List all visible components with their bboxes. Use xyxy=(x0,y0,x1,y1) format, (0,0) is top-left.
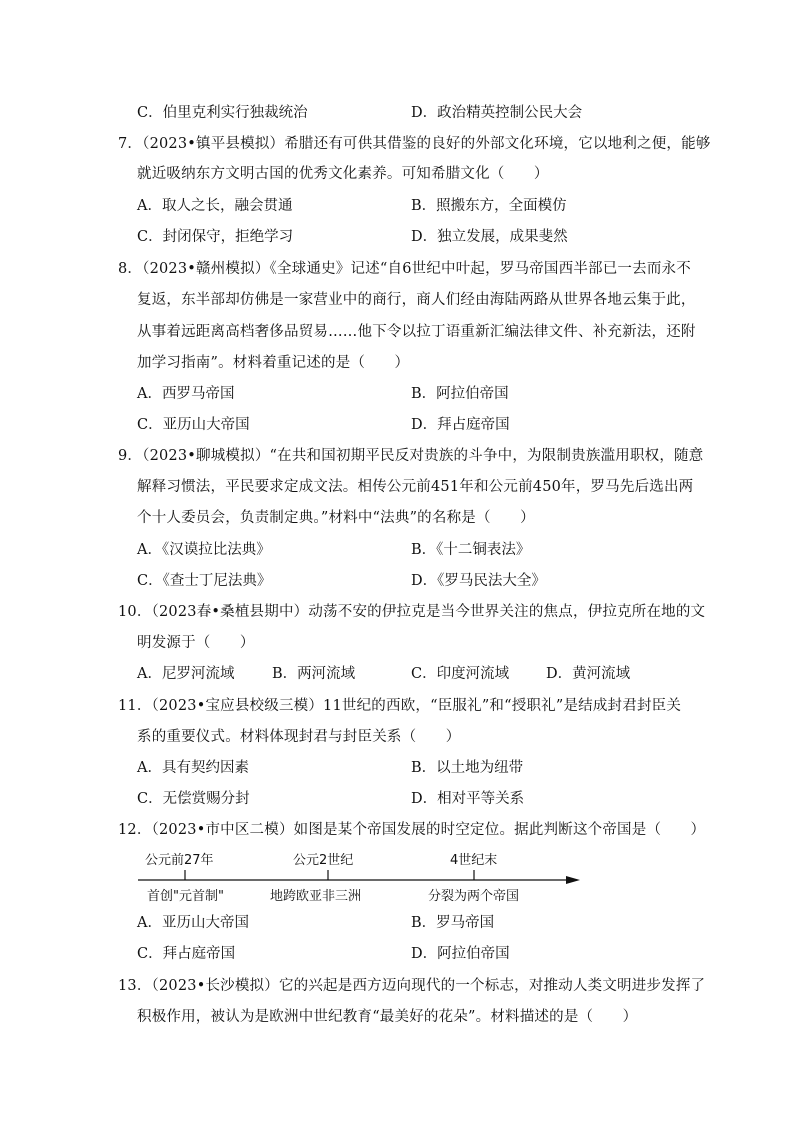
q13-stem-line-2: 积极作用，被认为是欧洲中世纪教育“最美好的花朵”。材料描述的是（ ） xyxy=(137,1009,638,1025)
arrow-head-icon xyxy=(566,876,580,884)
q13-stem-line-1: 13．（2023•长沙模拟）它的兴起是西方迈向现代的一个标志，对推动人类文明进步发挥了 xyxy=(118,978,706,994)
q7-option-d[interactable]: D．独立发展，成果斐然 xyxy=(411,229,568,245)
q9-option-a[interactable]: A．《汉谟拉比法典》 xyxy=(137,542,271,558)
q9-option-b[interactable]: B．《十二铜表法》 xyxy=(411,542,531,558)
timeline-top-label-3: 4世纪末 xyxy=(450,853,498,868)
q12-option-b[interactable]: B．罗马帝国 xyxy=(411,915,495,931)
q8-option-a[interactable]: A．西罗马帝国 xyxy=(137,386,235,402)
q12-option-d[interactable]: D．阿拉伯帝国 xyxy=(411,946,510,962)
q11-option-d[interactable]: D．相对平等关系 xyxy=(411,791,525,807)
timeline-top-label-2: 公元2世纪 xyxy=(293,853,354,868)
q12-option-a[interactable]: A．亚历山大帝国 xyxy=(137,915,249,931)
timeline-top-label-1: 公元前27年 xyxy=(145,853,214,868)
q8-stem-line-4: 加学习指南”。材料着重记述的是（ ） xyxy=(137,355,410,371)
q8-stem-line-3: 从事着远距离高档奢侈品贸易……他下令以拉丁语重新汇编法律文件、补充新法，还附 xyxy=(137,324,696,340)
q12-stem-line-1: 12．（2023•市中区二模）如图是某个帝国发展的时空定位。据此判断这个帝国是（ ） xyxy=(118,822,706,838)
timeline-bottom-label-2: 地跨欧亚非三洲 xyxy=(270,889,362,904)
q11-option-b[interactable]: B．以土地为纽带 xyxy=(411,760,524,776)
q7-option-c[interactable]: C．封闭保守，拒绝学习 xyxy=(137,229,294,245)
q9-stem-line-1: 9．（2023•聊城模拟）“在共和国初期平民反对贵族的斗争中，为限制贵族滥用职权，随意 xyxy=(118,448,704,464)
q11-stem-line-2: 系的重要仪式。材料体现封君与封臣关系（ ） xyxy=(137,729,461,745)
q9-option-c[interactable]: C．《查士丁尼法典》 xyxy=(137,573,272,589)
q11-option-c[interactable]: C．无偿赏赐分封 xyxy=(137,791,250,807)
q11-stem-line-1: 11．（2023•宝应县校级三模）11世纪的西欧，“臣服礼”和“授职礼”是结成封君封臣关 xyxy=(118,698,682,714)
q7-option-b[interactable]: B．照搬东方，全面模仿 xyxy=(411,198,567,214)
q10-option-c[interactable]: C．印度河流域 xyxy=(411,666,510,682)
q10-stem-line-2: 明发源于（ ） xyxy=(137,635,255,651)
q6-option-d[interactable]: D．政治精英控制公民大会 xyxy=(411,105,583,121)
q10-stem-line-1: 10．（2023春•桑植县期中）动荡不安的伊拉克是当今世界关注的焦点，伊拉克所在地的文 xyxy=(118,604,706,620)
q7-stem-line-2: 就近吸纳东方文明古国的优秀文化素养。可知希腊文化（ ） xyxy=(137,166,549,182)
q10-option-a[interactable]: A．尼罗河流域 xyxy=(137,666,235,682)
q12-timeline-figure xyxy=(130,845,590,907)
q10-option-b[interactable]: B．两河流域 xyxy=(272,666,356,682)
q11-option-a[interactable]: A．具有契约因素 xyxy=(137,760,249,776)
q8-option-c[interactable]: C．亚历山大帝国 xyxy=(137,417,250,433)
q10-option-d[interactable]: D．黄河流域 xyxy=(546,666,631,682)
q9-option-d[interactable]: D．《罗马民法大全》 xyxy=(411,573,546,589)
q7-stem-line-1: 7．（2023•镇平县模拟）希腊还有可供其借鉴的良好的外部文化环境，它以地利之便，能够 xyxy=(118,136,711,152)
q9-stem-line-3: 个十人委员会，负责制定典。”材料中“法典”的名称是（ ） xyxy=(137,510,535,526)
timeline-bottom-label-1: 首创"元首制" xyxy=(147,889,224,904)
q6-option-c[interactable]: C．伯里克利实行独裁统治 xyxy=(137,105,308,121)
q9-stem-line-2: 解释习惯法，平民要求定成文法。相传公元前451年和公元前450年，罗马先后选出两 xyxy=(137,479,694,495)
q8-stem-line-2: 复返，东半部却仿佛是一家营业中的商行，商人们经由海陆两路从世界各地云集于此， xyxy=(137,292,696,308)
q7-option-a[interactable]: A．取人之长，融会贯通 xyxy=(137,198,293,214)
q8-option-d[interactable]: D．拜占庭帝国 xyxy=(411,417,510,433)
q8-option-b[interactable]: B．阿拉伯帝国 xyxy=(411,386,509,402)
timeline-bottom-label-3: 分裂为两个帝国 xyxy=(428,889,520,904)
q8-stem-line-1: 8．（2023•赣州模拟）《全球通史》记述“自6世纪中叶起，罗马帝国西半部已一去而永不 xyxy=(118,261,691,277)
q12-option-c[interactable]: C．拜占庭帝国 xyxy=(137,946,236,962)
